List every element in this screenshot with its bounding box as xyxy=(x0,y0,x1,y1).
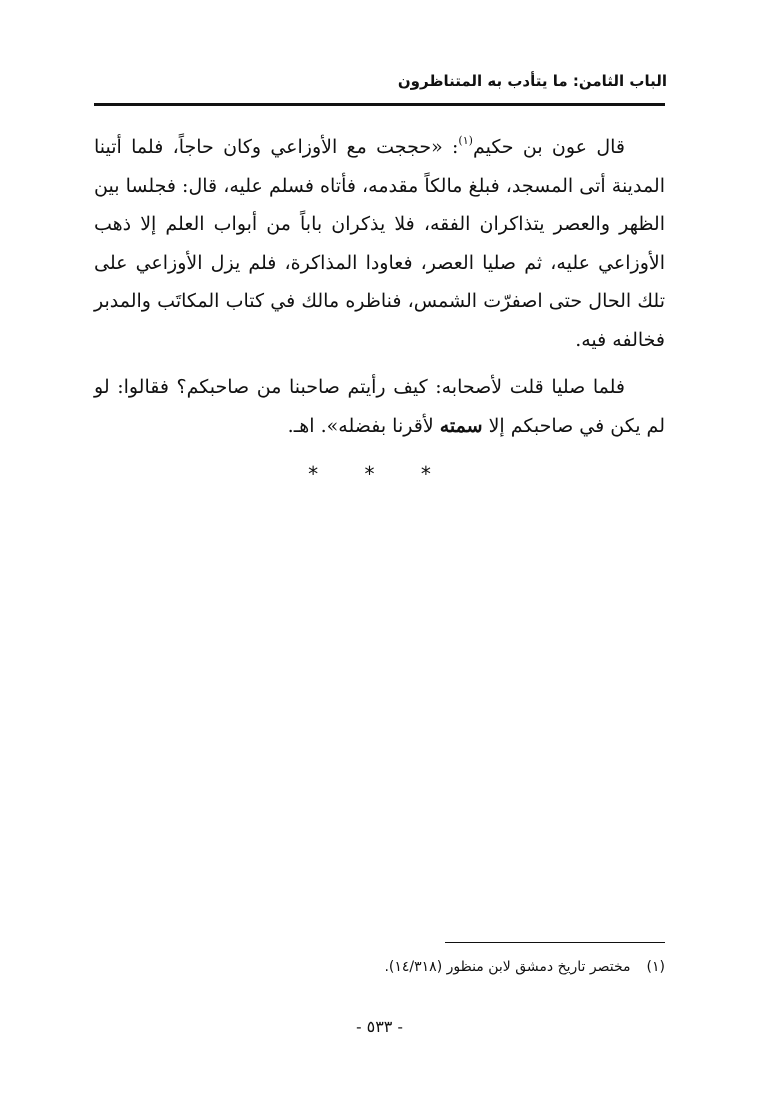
header-rule xyxy=(94,103,665,106)
paragraph-2-ending: لأقرنا بفضله». اهـ. xyxy=(287,414,434,437)
section-separator: * * * xyxy=(308,462,451,486)
paragraph-2-body: فلما صليا قلت لأصحابه: كيف رأيتم صاحبنا من صاحبكم؟ فقالوا: لو لم يكن في صاحبكم إلا xyxy=(94,376,665,437)
running-header-title: الباب الثامن: ما يتأدب به المتناظرون xyxy=(397,72,667,90)
paragraph-2 xyxy=(94,368,665,445)
footnote-text: مختصر تاريخ دمشق لابن منظور (١٤/٣١٨). xyxy=(384,959,631,975)
paragraph-1-opening: قال عون بن حكيم xyxy=(472,136,625,158)
main-text xyxy=(94,128,665,445)
footnote-rule xyxy=(445,942,665,943)
paragraph-1 xyxy=(94,128,665,359)
footnote-number: (١) xyxy=(646,959,665,975)
paragraph-1-body: : «حججت مع الأوزاعي وكان حاجاً، فلما أتينا المدينة أتى المسجد، فبلغ مالكاً مقدمه، فأتاه فسلم عليه، قال: فجلسا بين الظهر والعصر يتذاكران الفقه، فلا يذكران باباً من أبواب العلم إلا ذهب الأوزاعي عليه، ثم صليا العصر، فعاودا المذاكرة، فلم يزل الأوزاعي على تلك الحال حتى اصفرّت الشمس، فناظره مالك في كتاب المكاتَب والمدبر فخالفه فيه. xyxy=(94,136,665,351)
footnote xyxy=(94,957,665,977)
emphasized-word: سمته xyxy=(439,414,483,437)
footnote-reference: (١) xyxy=(458,134,473,147)
page-number: - ٥٣٣ - xyxy=(356,1017,403,1036)
